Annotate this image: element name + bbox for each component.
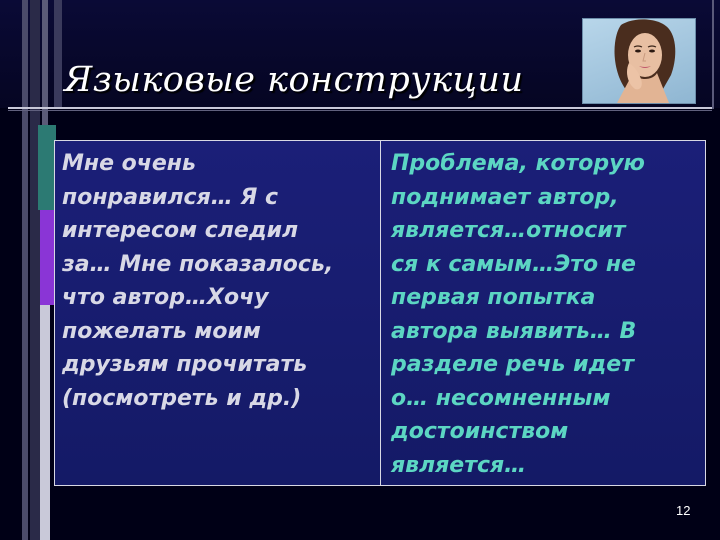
- slide-title: Языковые конструкции: [64, 60, 524, 100]
- column-divider: [380, 141, 381, 485]
- content-table: [54, 140, 706, 486]
- decorative-stripe: [30, 0, 40, 540]
- title-divider: [8, 107, 712, 109]
- decorative-stripe: [22, 0, 28, 540]
- portrait-photo: [582, 18, 696, 104]
- right-cell-text: Проблема, которую поднимает автор, является…относит ся к самым…Это не первая попытка автора выявить… В разделе речь идет о… несомненным достоинством является…: [391, 151, 645, 478]
- left-cell-text: Мне очень понравился… Я с интересом следил за… Мне показалось, что автор…Хочу пожелать моим друзьям прочитать (посмотреть и др.): [62, 151, 334, 411]
- title-divider-shadow: [8, 110, 712, 111]
- decorative-stripe: [54, 0, 62, 108]
- page-number: 12: [676, 503, 691, 518]
- decorative-vertical-line: [712, 0, 714, 109]
